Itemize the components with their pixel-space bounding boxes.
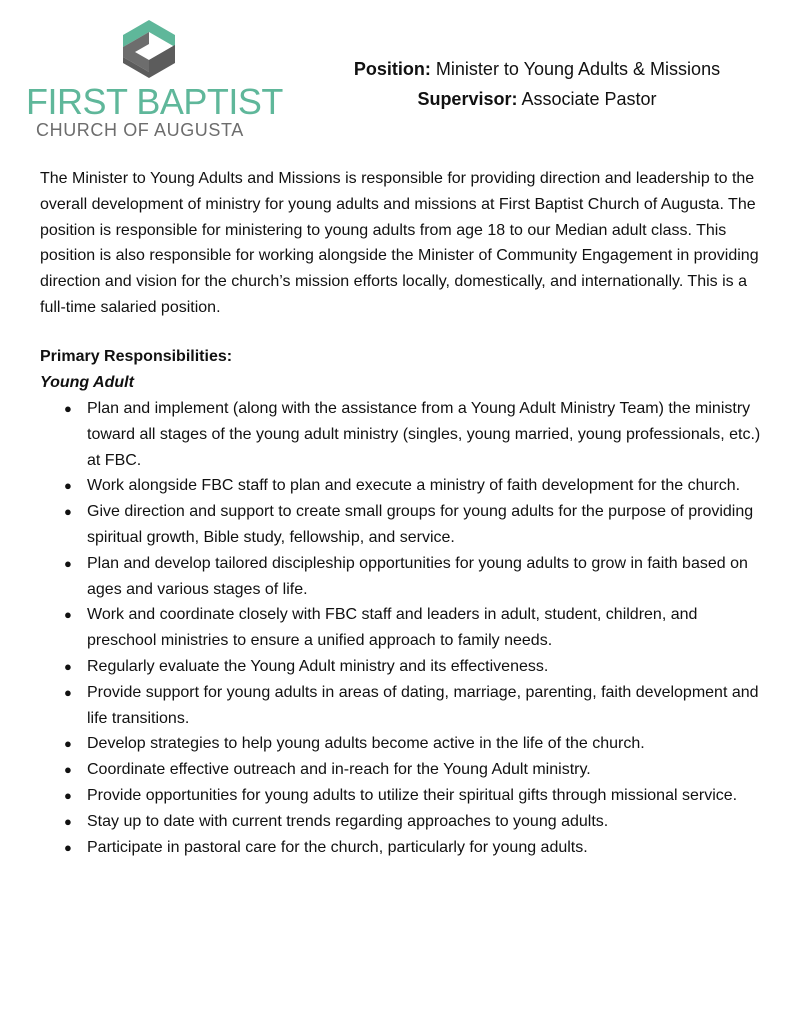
list-item-text: Provide support for young adults in areas of dating, marriage, parenting, faith development and life transitions. — [87, 683, 759, 727]
list-item — [40, 551, 762, 603]
list-item-text: Plan and implement (along with the assistance from a Young Adult Ministry Team) the ministry toward all stages of the young adult ministry (singles, young married, young professionals, etc.) at FBC. — [87, 400, 761, 469]
list-item — [40, 499, 762, 551]
bullet-icon: ● — [64, 787, 72, 803]
list-item — [40, 396, 762, 473]
bullet-icon: ● — [64, 736, 72, 752]
bullet-icon: ● — [64, 658, 72, 674]
supervisor-value: Associate Pastor — [517, 89, 657, 109]
list-item — [40, 809, 762, 835]
position-line — [300, 54, 774, 84]
supervisor-label: Supervisor: — [417, 89, 518, 109]
list-item-text: Coordinate effective outreach and in-reach for the Young Adult ministry. — [87, 761, 591, 779]
bullet-icon: ● — [64, 607, 72, 623]
list-item-text: Work alongside FBC staff to plan and execute a ministry of faith development for the church. — [87, 477, 741, 495]
bullet-icon: ● — [64, 478, 72, 494]
logo-emblem-icon — [120, 18, 178, 80]
bullet-icon: ● — [64, 504, 72, 520]
young-adult-subheading: Young Adult — [40, 373, 134, 391]
intro-paragraph: The Minister to Young Adults and Missions is responsible for providing direction and leadership to the overall development of ministry for young adults and missions at First Baptist Church of Augusta. The position is responsible for ministering to young adults from age 18 to our Median adult class. This position is also responsible for working alongside the Minister of Community Engagement in providing direction and vision for the church’s mission efforts locally, domestically, and internationally. This is a full-time salaried position. — [40, 170, 759, 316]
list-item-text: Provide opportunities for young adults to utilize their spiritual gifts through missional service. — [87, 786, 738, 804]
list-item-text: Work and coordinate closely with FBC staff and leaders in adult, student, children, and preschool ministries to ensure a unified approach to family needs. — [87, 606, 698, 650]
position-value: Minister to Young Adults & Missions — [430, 59, 721, 79]
bullet-icon: ● — [64, 555, 72, 571]
position-label: Position: — [353, 59, 431, 79]
list-item-text: Participate in pastoral care for the church, particularly for young adults. — [87, 838, 588, 856]
bullet-icon: ● — [64, 684, 72, 700]
responsibilities-heading: Primary Responsibilities: — [40, 348, 233, 365]
logo-title: FIRST BAPTIST — [26, 81, 283, 122]
logo-subtitle: CHURCH OF AUGUSTA — [36, 120, 244, 140]
list-item — [40, 835, 762, 861]
bullet-icon: ● — [64, 813, 72, 829]
list-item-text: Give direction and support to create small groups for young adults for the purpose of providing spiritual growth, Bible study, fellowship, and service. — [87, 503, 754, 546]
responsibilities-list — [40, 396, 762, 860]
list-item — [40, 473, 762, 499]
list-item-text: Develop strategies to help young adults become active in the life of the church. — [87, 735, 645, 753]
list-item — [40, 783, 762, 809]
list-item-text: Plan and develop tailored discipleship opportunities for young adults to grow in faith based on ages and various stages of life. — [87, 554, 748, 598]
responsibilities-heading-block — [40, 344, 762, 396]
list-item — [40, 654, 762, 680]
bullet-icon: ● — [64, 762, 72, 778]
bullet-icon: ● — [64, 401, 72, 416]
list-item-text: Stay up to date with current trends regarding approaches to young adults. — [87, 812, 609, 830]
list-item — [40, 680, 762, 732]
supervisor-line — [300, 84, 774, 114]
list-item — [40, 757, 762, 783]
church-logo — [26, 18, 283, 140]
position-header — [300, 54, 774, 114]
list-item-text: Regularly evaluate the Young Adult ministry and its effectiveness. — [87, 657, 549, 675]
list-item — [40, 731, 762, 757]
bullet-icon: ● — [64, 839, 72, 855]
list-item — [40, 602, 762, 654]
